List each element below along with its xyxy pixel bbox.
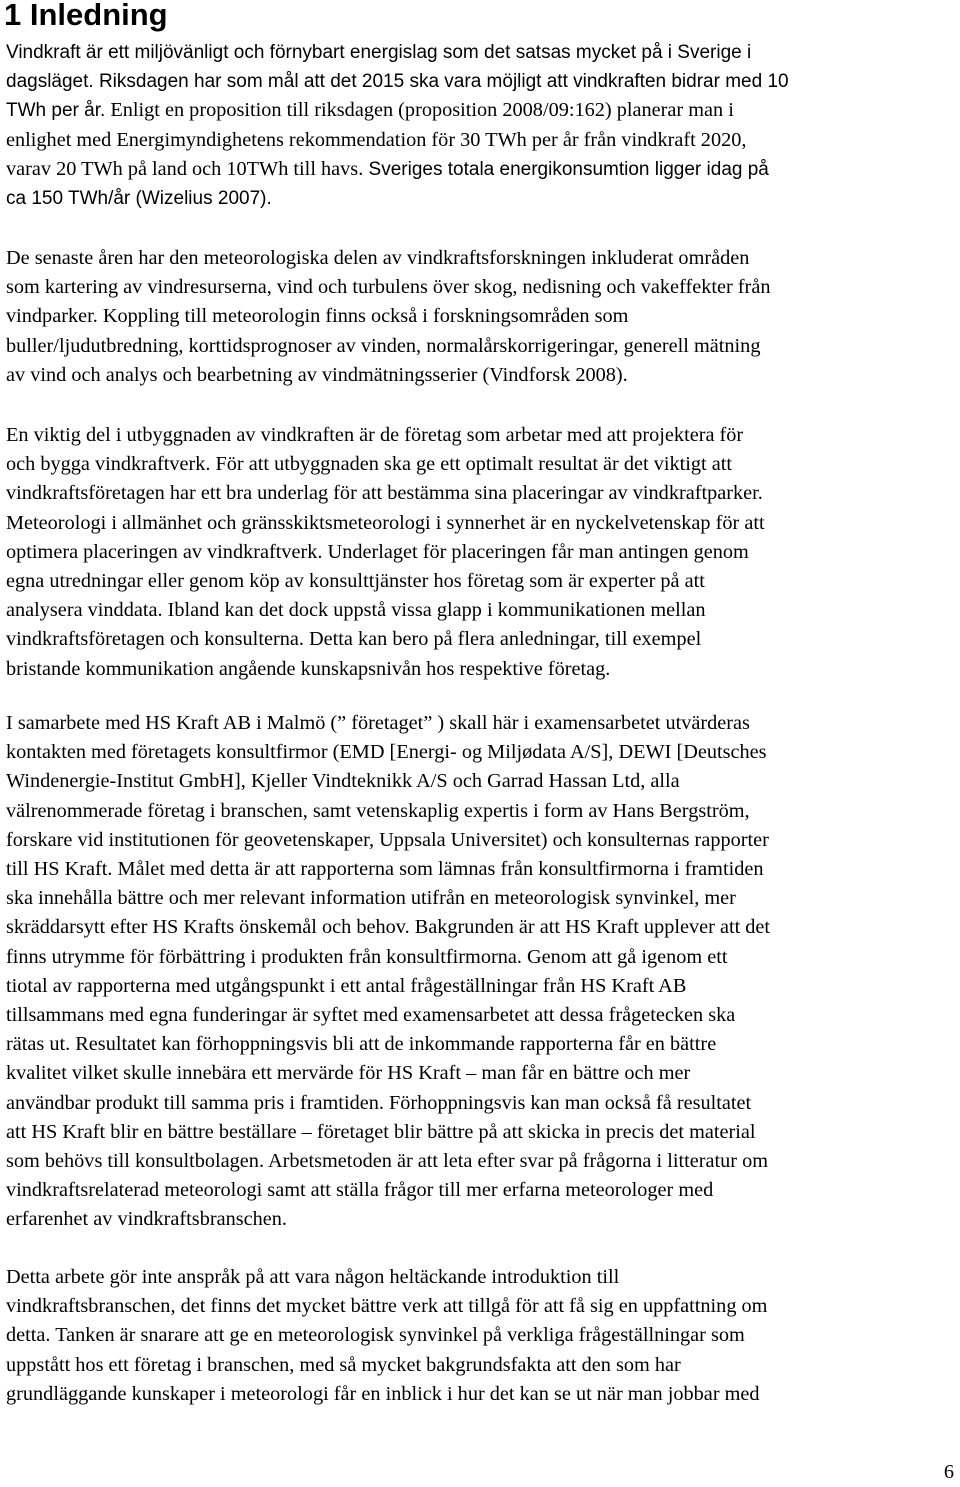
text-line: skräddarsytt efter HS Krafts önskemål och behov. Bakgrunden är att HS Kraft upplever att det	[6, 916, 771, 939]
text-line: välrenommerade företag i branschen, samt vetenskaplig expertis i form av Hans Bergström,	[6, 799, 750, 822]
paragraph-purpose	[6, 709, 770, 1235]
text-line: användbar produkt till samma pris i framtiden. Förhoppningsvis kan man också få resultatet	[6, 1091, 752, 1114]
text-line: En viktig del i utbyggnaden av vindkraften är de företag som arbetar med att projektera för	[6, 424, 744, 446]
text-line: analysera vinddata. Ibland kan det dock uppstå vissa glapp i kommunikationen mellan	[6, 599, 706, 622]
text-line: finns utrymme för förbättring i produkten från konsultfirmorna. Genom att gå igenom ett	[6, 945, 728, 968]
text-line: vindkraftsrelaterad meteorologi samt att ställa frågor till mer erfarna meteorologer med	[6, 1179, 714, 1202]
text-line: erfarenhet av vindkraftsbranschen.	[6, 1208, 287, 1231]
text-line: detta. Tanken är snarare att ge en meteorologisk synvinkel på verkliga frågeställningar som	[6, 1324, 745, 1347]
text-line: vindkraftsbranschen, det finns det mycket bättre verk att tillgå för att få sig en uppfattning om	[6, 1295, 768, 1318]
text-run: TWh per år.	[6, 100, 106, 122]
text-line: kvalitet vilket skulle innebära ett mervärde för HS Kraft – man får en bättre och mer	[6, 1062, 691, 1085]
text-line: rätas ut. Resultatet kan förhoppningsvis bli att de inkommande rapporterna får en bättre	[6, 1033, 717, 1056]
text-run: Enligt en proposition till riksdagen (proposition 2008/09:162) planerar man i	[105, 99, 734, 122]
text-line: tillsammans med egna funderingar är syftet med examensarbetet att dessa frågetecken ska	[6, 1004, 736, 1027]
text-line: forskare vid institutionen för geovetenskaper, Uppsala Universitet) och konsulternas rapporter	[6, 828, 769, 851]
text-line: grundläggande kunskaper i meteorologi får en inblick i hur det kan se ut när man jobbar med	[6, 1382, 760, 1405]
page-number: 6	[943, 1461, 954, 1483]
text-line: dagsläget. Riksdagen har som mål att det 2015 ska vara möjligt att vindkraften bidrar med 10	[6, 71, 789, 93]
text-line: egna utredningar eller genom köp av konsulttjänster hos företag som är experter på att	[6, 570, 705, 593]
text-line: vindkraftsföretagen har ett bra underlag för att bestämma sina placeringar av vindkraftparker.	[6, 482, 763, 505]
text-run: varav 20 TWh på land och 10TWh till havs.	[6, 157, 364, 180]
text-line: att HS Kraft blir en bättre beställare – företaget blir bättre på att skicka in precis det material	[6, 1120, 756, 1143]
text-line: Vindkraft är ett miljövänligt och förnybart energislag som det satsas mycket på i Sverige i	[6, 42, 752, 63]
text-line: Windenergie-Institut GmbH], Kjeller Vindteknikk A/S och Garrad Hassan Ltd, alla	[6, 770, 680, 793]
text-line: kontakten med företagets konsultfirmor (EMD [Energi- og Miljødata A/S], DEWI [Deutsches	[6, 741, 767, 764]
text-line: ca 150 TWh/år (Wizelius 2007).	[6, 188, 272, 210]
paragraph-introduction	[6, 38, 789, 213]
text-line: tiotal av rapporterna med utgångspunkt i ett antal frågeställningar från HS Kraft AB	[6, 974, 687, 997]
text-run: Sveriges totala energikonsumtion ligger idag på	[363, 158, 769, 180]
paragraph-industry	[6, 421, 765, 684]
text-line: De senaste åren har den meteorologiska delen av vindkraftsforskningen inkluderat områden	[6, 247, 750, 269]
text-line: vindparker. Koppling till meteorologin finns också i forskningsområden som	[6, 305, 629, 328]
text-line: Meteorologi i allmänhet och gränsskiktsmeteorologi i synnerhet är en nyckelvetenskap för att	[6, 511, 765, 534]
text-line: enlighet med Energimyndighetens rekommendation för 30 TWh per år från vindkraft 2020,	[6, 128, 747, 151]
section-heading: 1 Inledning	[4, 0, 168, 32]
text-line: vindkraftsföretagen och konsulterna. Detta kan bero på flera anledningar, till exempel	[6, 628, 702, 651]
text-line: ska innehålla bättre och mer relevant information utifrån en meteorologisk synvinkel, mer	[6, 887, 736, 910]
text-line: som behövs till konsultbolagen. Arbetsmetoden är att leta efter svar på frågorna i litteratur om	[6, 1150, 769, 1173]
text-line: som kartering av vindresurserna, vind och turbulens över skog, nedisning och vakeffekter från	[6, 276, 771, 299]
text-line	[6, 96, 789, 125]
text-line: Detta arbete gör inte anspråk på att vara någon heltäckande introduktion till	[6, 1266, 620, 1288]
paragraph-research	[6, 244, 770, 390]
text-line: bristande kommunikation angående kunskapsnivån hos respektive företag.	[6, 657, 611, 680]
text-line: av vind och analys och bearbetning av vindmätningsserier (Vindforsk 2008).	[6, 363, 628, 386]
text-line	[6, 155, 789, 184]
text-line: till HS Kraft. Målet med detta är att rapporterna som lämnas från konsultfirmorna i framtiden	[6, 858, 764, 881]
text-line: buller/ljudutbredning, korttidsprognoser av vinden, normalårskorrigeringar, generell mätning	[6, 334, 761, 357]
text-line: uppstått hos ett företag i branschen, med så mycket bakgrundsfakta att den som har	[6, 1353, 681, 1376]
text-line: optimera placeringen av vindkraftverk. Underlaget för placeringen får man antingen genom	[6, 540, 749, 563]
text-line: och bygga vindkraftverk. För att utbyggnaden ska ge ett optimalt resultat är det viktigt att	[6, 453, 732, 476]
paragraph-scope	[6, 1263, 767, 1409]
text-line: I samarbete med HS Kraft AB i Malmö (” företaget” ) skall här i examensarbetet utvärderas	[6, 712, 750, 734]
